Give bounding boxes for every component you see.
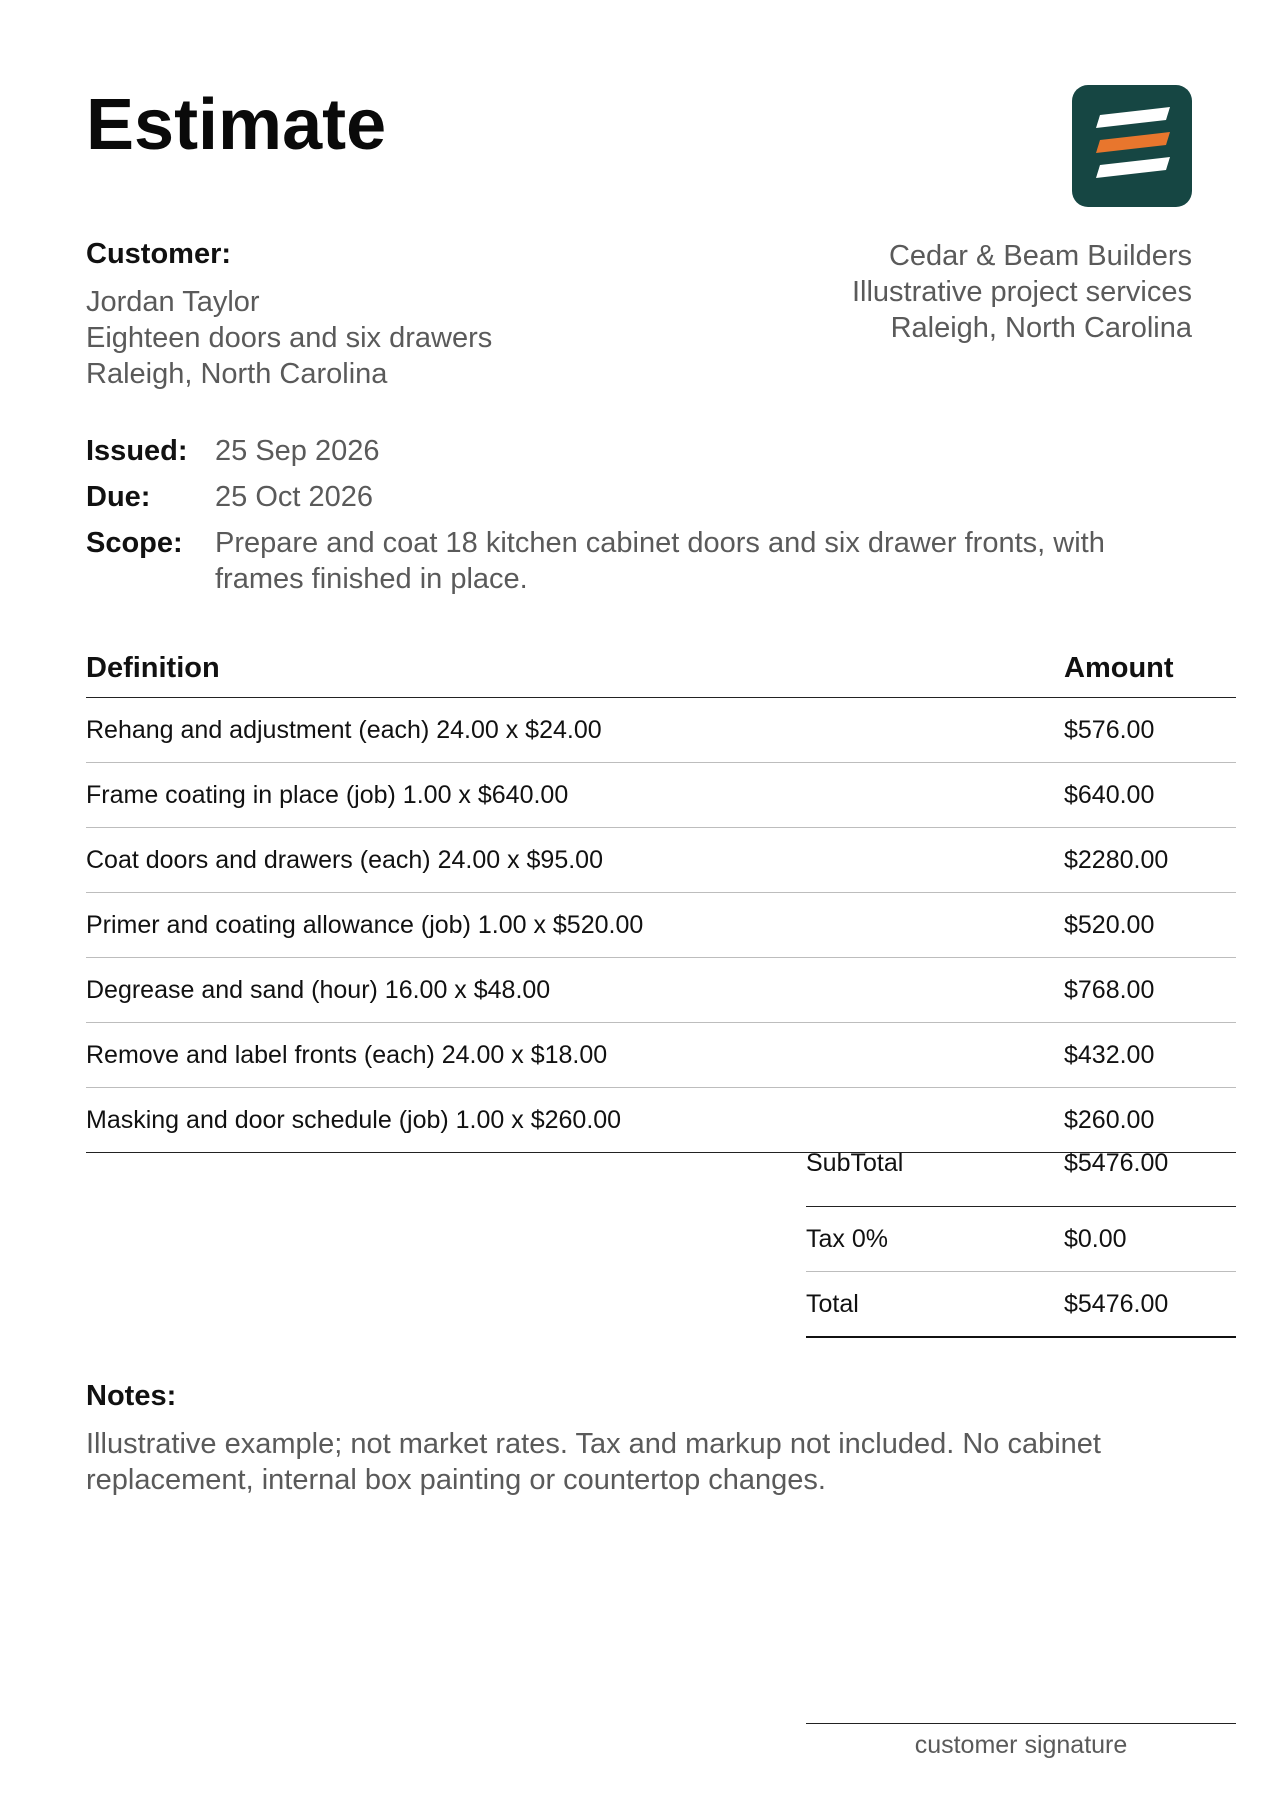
- amount-column-header: Amount: [1064, 652, 1174, 684]
- subtotal-label: SubTotal: [806, 1149, 904, 1177]
- tax-label: Tax 0%: [806, 1224, 888, 1253]
- scope-label: Scope:: [86, 527, 183, 559]
- company-location: Raleigh, North Carolina: [890, 312, 1192, 344]
- due-date: 25 Oct 2026: [215, 481, 373, 513]
- scope-row: [86, 525, 1186, 597]
- estimate-meta: [86, 433, 1186, 607]
- total-value: $5476.00: [1064, 1289, 1169, 1318]
- table-row: [86, 958, 1236, 1023]
- table-row: [86, 763, 1236, 828]
- issued-row: [86, 433, 1186, 469]
- line-item-amount: $2280.00: [1064, 845, 1169, 874]
- company-logo-icon: [1072, 85, 1192, 207]
- line-item-description: Remove and label fronts (each) 24.00 x $18.00: [86, 1040, 608, 1069]
- line-item-description: Masking and door schedule (job) 1.00 x $260.00: [86, 1105, 622, 1134]
- due-label: Due:: [86, 481, 151, 513]
- customer-name: Jordan Taylor: [86, 286, 260, 318]
- signature-line[interactable]: [806, 1723, 1236, 1724]
- line-item-description: Coat doors and drawers (each) 24.00 x $95.00: [86, 845, 603, 874]
- line-item-description: Degrease and sand (hour) 16.00 x $48.00: [86, 975, 551, 1004]
- totals-block: [806, 1149, 1236, 1338]
- table-row: [86, 1088, 1236, 1153]
- due-row: [86, 479, 1186, 515]
- table-row: [86, 828, 1236, 893]
- subtotal-row: [806, 1149, 1236, 1207]
- customer-block: [86, 284, 492, 392]
- table-header: [86, 652, 1236, 698]
- total-row: [806, 1272, 1236, 1338]
- company-block: [852, 238, 1192, 346]
- issued-date: 25 Sep 2026: [215, 435, 380, 467]
- table-row: [86, 698, 1236, 763]
- notes-text: Illustrative example; not market rates. Tax and markup not included. No cabinet replacement, internal box painting or countertop changes.: [86, 1428, 1101, 1496]
- tax-value: $0.00: [1064, 1224, 1127, 1253]
- signature-label: customer signature: [914, 1731, 1128, 1759]
- notes-label: Notes:: [86, 1380, 177, 1412]
- line-item-amount: $576.00: [1064, 715, 1155, 744]
- scope-text: Prepare and coat 18 kitchen cabinet doors and six drawer fronts, with frames finished in place.: [215, 527, 1105, 595]
- line-item-amount: $768.00: [1064, 975, 1155, 1004]
- table-row: [86, 893, 1236, 958]
- customer-location: Raleigh, North Carolina: [86, 358, 388, 390]
- line-item-amount: $432.00: [1064, 1040, 1155, 1069]
- issued-label: Issued:: [86, 435, 188, 467]
- line-item-amount: $260.00: [1064, 1105, 1155, 1134]
- line-items-table: [86, 652, 1236, 1153]
- table-row: [86, 1023, 1236, 1088]
- line-item-description: Frame coating in place (job) 1.00 x $640.00: [86, 780, 569, 809]
- subtotal-value: $5476.00: [1064, 1149, 1169, 1177]
- document-title: Estimate: [86, 85, 387, 165]
- definition-column-header: Definition: [86, 652, 220, 684]
- customer-project: Eighteen doors and six drawers: [86, 322, 493, 354]
- company-name: Cedar & Beam Builders: [888, 240, 1192, 272]
- line-item-description: Primer and coating allowance (job) 1.00 x $520.00: [86, 910, 644, 939]
- line-item-amount: $640.00: [1064, 780, 1155, 809]
- line-item-amount: $520.00: [1064, 910, 1155, 939]
- customer-label: Customer:: [86, 238, 232, 270]
- total-label: Total: [806, 1289, 859, 1318]
- line-item-description: Rehang and adjustment (each) 24.00 x $24.00: [86, 715, 602, 744]
- tax-row: [806, 1207, 1236, 1272]
- company-tagline: Illustrative project services: [851, 276, 1192, 308]
